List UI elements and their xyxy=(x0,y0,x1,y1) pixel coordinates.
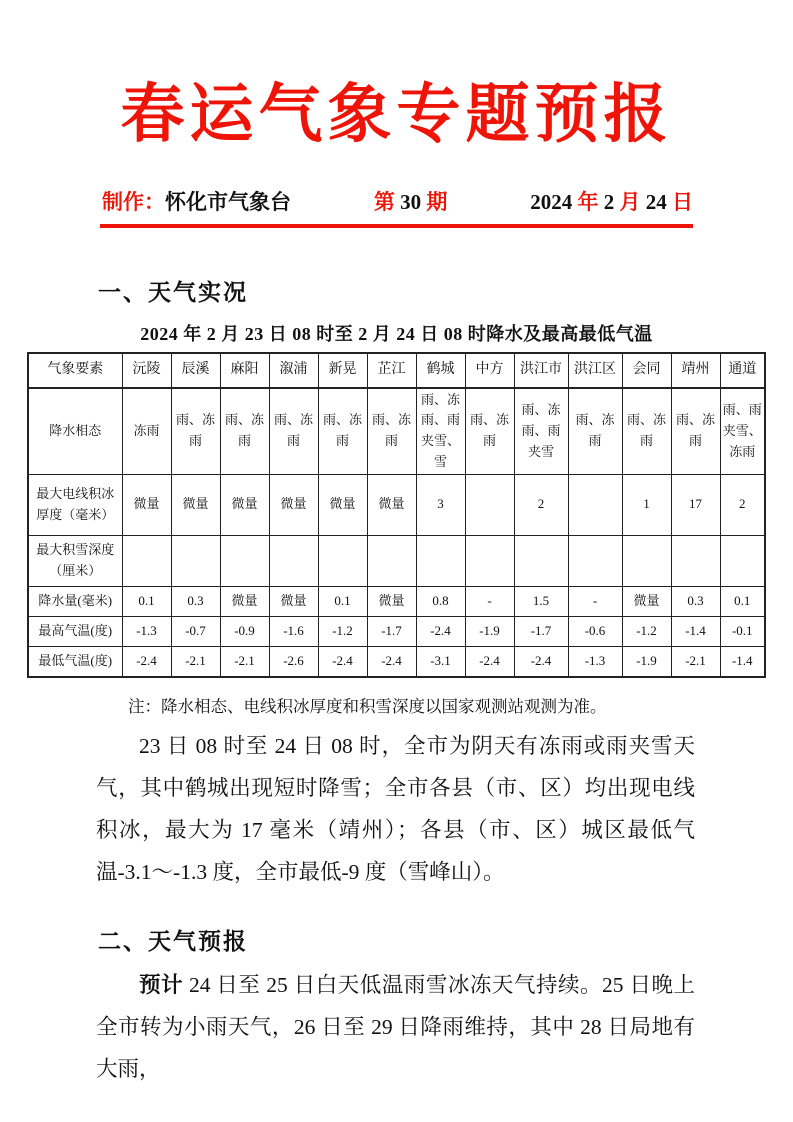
forecast-paragraph xyxy=(96,965,695,1091)
weather-table-cell: -1.4 xyxy=(671,616,720,646)
weather-table-cell: -1.3 xyxy=(122,616,171,646)
weather-table-cell: 1 xyxy=(622,474,671,535)
weather-table-cell xyxy=(568,535,622,586)
weather-table-cell: -0.7 xyxy=(171,616,220,646)
weather-table-cell xyxy=(367,535,416,586)
weather-table-cell: 微量 xyxy=(318,474,367,535)
weather-table-cell: 雨、冻雨 xyxy=(269,388,318,475)
weather-table-column-header: 新晃 xyxy=(318,353,367,388)
weather-table-cell: -1.2 xyxy=(622,616,671,646)
weather-table-column-header: 中方 xyxy=(465,353,514,388)
weather-table-cell: 雨、冻雨 xyxy=(622,388,671,475)
weather-table-row-label: 最大电线积冰厚度（毫米） xyxy=(28,474,122,535)
weather-table-cell: -2.6 xyxy=(269,646,318,677)
weather-table-column-header: 气象要素 xyxy=(28,353,122,388)
weather-table-cell: -2.4 xyxy=(465,646,514,677)
weather-table-column-header: 麻阳 xyxy=(220,353,269,388)
weather-table-column-header: 沅陵 xyxy=(122,353,171,388)
weather-table-cell: 雨、冻雨、雨夹雪、雪 xyxy=(416,388,465,475)
weather-table-cell: -0.6 xyxy=(568,616,622,646)
weather-table-cell: 雨、冻雨 xyxy=(671,388,720,475)
issue-number-group xyxy=(374,186,448,216)
date-year-unit: 年 xyxy=(577,189,599,214)
date-day-unit: 日 xyxy=(672,189,693,214)
date-month: 2 xyxy=(603,189,615,214)
weather-table-cell: -2.4 xyxy=(318,646,367,677)
masthead-info-row xyxy=(102,186,693,216)
weather-table-row xyxy=(28,616,765,646)
weather-table-cell: -2.4 xyxy=(122,646,171,677)
weather-table-cell: -2.4 xyxy=(514,646,568,677)
weather-table-cell: -0.1 xyxy=(720,616,765,646)
weather-table-row-label: 最低气温(度) xyxy=(28,646,122,677)
weather-table-column-header: 鹤城 xyxy=(416,353,465,388)
weather-table-cell: 0.1 xyxy=(318,586,367,616)
date-day: 24 xyxy=(645,189,667,214)
weather-table-cell: 雨、冻雨 xyxy=(568,388,622,475)
producer-label: 制作： xyxy=(102,189,165,214)
weather-table-cell: 微量 xyxy=(122,474,171,535)
weather-table-row-label: 最大积雪深度（厘米） xyxy=(28,535,122,586)
weather-table-cell xyxy=(465,474,514,535)
section1-heading: 一、天气实况 xyxy=(98,278,248,305)
weather-table-column-header: 溆浦 xyxy=(269,353,318,388)
weather-table-column-header: 辰溪 xyxy=(171,353,220,388)
weather-table-cell: 雨、冻雨 xyxy=(367,388,416,475)
issue-date-group xyxy=(530,186,693,216)
weather-table-cell xyxy=(671,535,720,586)
weather-table-column-header: 通道 xyxy=(720,353,765,388)
weather-table-cell: -0.9 xyxy=(220,616,269,646)
weather-table-cell: -1.7 xyxy=(514,616,568,646)
weather-table-cell: -2.1 xyxy=(171,646,220,677)
weather-table-cell: -3.1 xyxy=(416,646,465,677)
weather-table-cell: 1.5 xyxy=(514,586,568,616)
weather-table-row-label: 降水相态 xyxy=(28,388,122,475)
weather-table-cell: 0.1 xyxy=(720,586,765,616)
weather-table-header-row xyxy=(28,353,765,388)
weather-table-cell: 2 xyxy=(720,474,765,535)
weather-table-cell xyxy=(220,535,269,586)
weather-table-cell: 微量 xyxy=(367,474,416,535)
weather-table-cell xyxy=(514,535,568,586)
weather-table-cell xyxy=(622,535,671,586)
producer-name: 怀化市气象台 xyxy=(165,189,291,214)
weather-table-column-header: 洪江区 xyxy=(568,353,622,388)
weather-table-cell xyxy=(269,535,318,586)
weather-table-cell: -2.1 xyxy=(671,646,720,677)
issue-number: 30 xyxy=(400,189,422,214)
weather-table-cell: -2.1 xyxy=(220,646,269,677)
weather-table-cell: 0.1 xyxy=(122,586,171,616)
weather-table-cell: 微量 xyxy=(367,586,416,616)
date-year: 2024 xyxy=(530,189,573,214)
weather-table-row xyxy=(28,388,765,475)
weather-table-row-label: 最高气温(度) xyxy=(28,616,122,646)
weather-table-cell: 17 xyxy=(671,474,720,535)
weather-table-column-header: 芷江 xyxy=(367,353,416,388)
weather-table-cell xyxy=(318,535,367,586)
weather-table-cell: 0.3 xyxy=(171,586,220,616)
weather-table-cell: 微量 xyxy=(220,586,269,616)
table-footnote: 注：降水相态、电线积冰厚度和积雪深度以国家观测站观测为准。 xyxy=(128,696,607,716)
forecast-text: 24 日至 25 日白天低温雨雪冰冻天气持续。25 日晚上全市转为小雨天气，26 日至 29 日降雨维持，其中 28 日局地有大雨， xyxy=(96,973,695,1082)
weather-table-cell: -2.4 xyxy=(416,616,465,646)
weather-table-cell xyxy=(465,535,514,586)
weather-table-cell: 雨、雨夹雪、冻雨 xyxy=(720,388,765,475)
weather-table-cell: -1.3 xyxy=(568,646,622,677)
weather-table-cell: 0.3 xyxy=(671,586,720,616)
date-month-unit: 月 xyxy=(619,189,641,214)
weather-table-cell: -1.2 xyxy=(318,616,367,646)
weather-table-cell: 雨、冻雨、雨夹雪 xyxy=(514,388,568,475)
weather-table-row xyxy=(28,535,765,586)
weather-table-column-header: 靖州 xyxy=(671,353,720,388)
issue-prefix: 第 xyxy=(373,189,395,214)
weather-table-row xyxy=(28,474,765,535)
weather-table-cell: 微量 xyxy=(220,474,269,535)
weather-table-column-header: 会同 xyxy=(622,353,671,388)
weather-table-cell xyxy=(122,535,171,586)
weather-table-cell: 3 xyxy=(416,474,465,535)
document-title: 春运气象专题预报 xyxy=(120,77,673,152)
forecast-lead-word: 预计 xyxy=(139,973,184,998)
producer-group xyxy=(102,186,291,216)
weather-table-cell: 雨、冻雨 xyxy=(220,388,269,475)
issue-suffix: 期 xyxy=(426,189,448,214)
weather-table-cell: 0.8 xyxy=(416,586,465,616)
weather-table xyxy=(27,352,766,678)
weather-table-cell xyxy=(568,474,622,535)
weather-table-cell: 微量 xyxy=(622,586,671,616)
weather-table-cell: -2.4 xyxy=(367,646,416,677)
weather-summary-paragraph: 23 日 08 时至 24 日 08 时，全市为阴天有冻雨或雨夹雪天气，其中鹤城出现短时降雪；全市各县（市、区）均出现电线积冰，最大为 17 毫米（靖州）；各县（市、区）城区最低气温-3.1～-1.3 度，全市最低-9 度（雪峰山）。 xyxy=(96,733,695,884)
weather-table-cell: 微量 xyxy=(171,474,220,535)
weather-table-cell: 微量 xyxy=(269,474,318,535)
weather-table-cell: - xyxy=(568,586,622,616)
weather-table-cell: 雨、冻雨 xyxy=(465,388,514,475)
weather-table-row xyxy=(28,646,765,677)
section2-heading: 二、天气预报 xyxy=(98,928,248,955)
weather-table-column-header: 洪江市 xyxy=(514,353,568,388)
masthead-divider xyxy=(100,224,693,228)
weather-table-cell: -1.9 xyxy=(465,616,514,646)
weather-table-cell: -1.7 xyxy=(367,616,416,646)
weather-table-cell: 微量 xyxy=(269,586,318,616)
weather-table-row xyxy=(28,586,765,616)
weather-table-cell: - xyxy=(465,586,514,616)
weather-table-cell: 雨、冻雨 xyxy=(171,388,220,475)
weather-table-cell xyxy=(171,535,220,586)
weather-table-cell: 2 xyxy=(514,474,568,535)
weather-table-cell: 雨、冻雨 xyxy=(318,388,367,475)
weather-table-cell: 冻雨 xyxy=(122,388,171,475)
weather-table-cell: -1.4 xyxy=(720,646,765,677)
weather-table-row-label: 降水量(毫米) xyxy=(28,586,122,616)
weather-table-cell: -1.6 xyxy=(269,616,318,646)
weather-table-cell xyxy=(720,535,765,586)
weather-table-cell xyxy=(416,535,465,586)
weather-table-cell: -1.9 xyxy=(622,646,671,677)
weather-table-title: 2024 年 2 月 23 日 08 时至 2 月 24 日 08 时降水及最高最低气温 xyxy=(140,323,653,344)
